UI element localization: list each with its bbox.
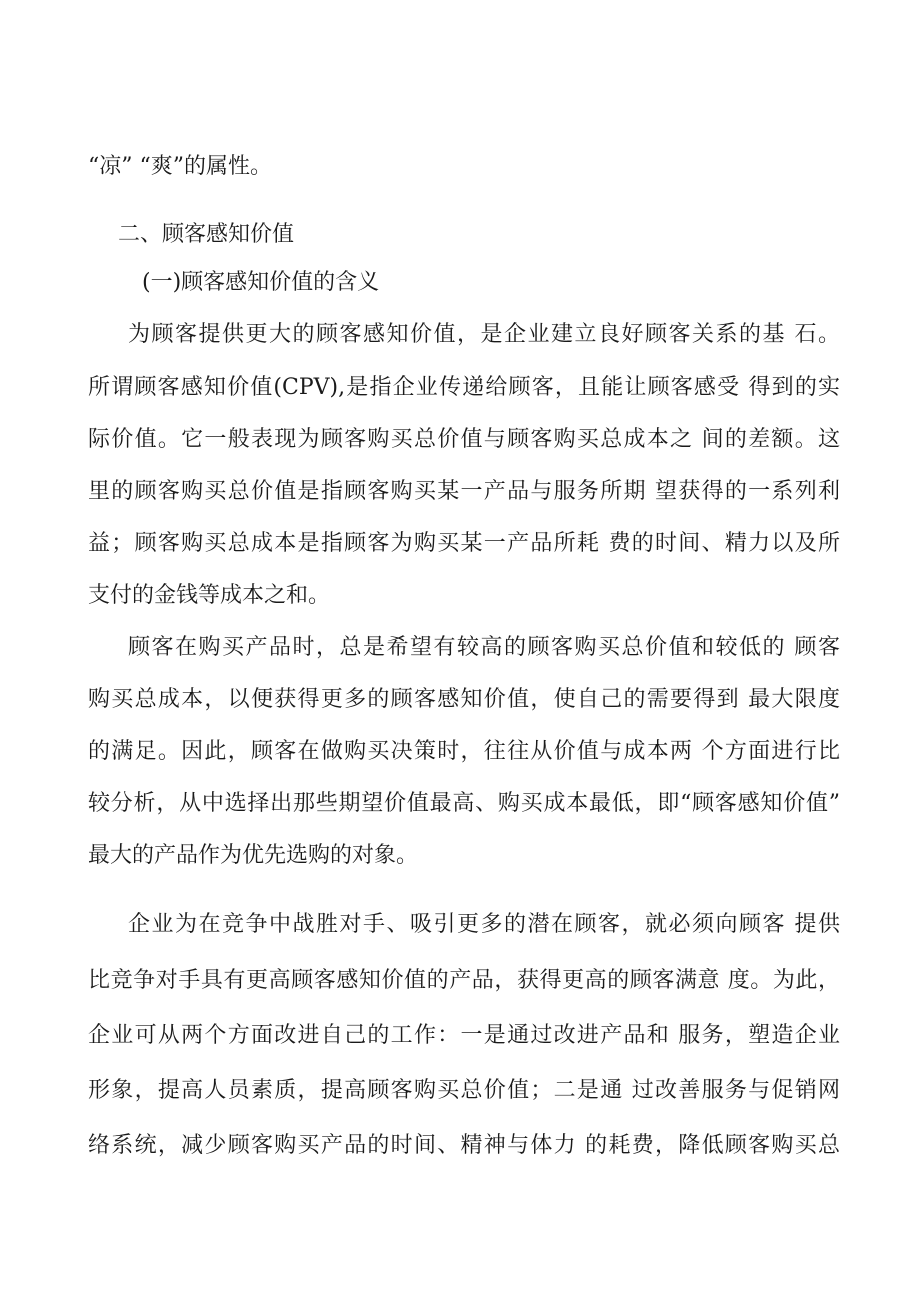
paragraph-2-line-4: 较分析，从中选择出那些期望价值最高、购买成本最低，即“顾客感知价值” xyxy=(88,791,840,816)
paragraph-1-line-1: 为顾客提供更大的顾客感知价值，是企业建立良好顾客关系的基 石。 xyxy=(128,322,840,347)
paragraph-3-line-4: 形象，提高人员素质，提高顾客购买总价值；二是通 过改善服务与促销网 xyxy=(88,1078,840,1103)
paragraph-1-line-5: 益；顾客购买总成本是指顾客为购买某一产品所耗 费的时间、精力以及所 xyxy=(88,531,840,556)
subsection-heading: (一)顾客感知价值的含义 xyxy=(142,270,380,295)
section-heading: 二、顾客感知价值 xyxy=(118,222,295,247)
paragraph-3-line-3: 企业可从两个方面改进自己的工作：一是通过改进产品和 服务，塑造企业 xyxy=(88,1023,840,1048)
paragraph-1-line-3: 际价值。它一般表现为顾客购买总价值与顾客购买总成本之 间的差额。这 xyxy=(88,427,840,452)
paragraph-1-line-2: 所谓顾客感知价值(CPV),是指企业传递给顾客，且能让顾客感受 得到的实 xyxy=(88,375,840,400)
paragraph-2-line-3: 的满足。因此，顾客在做购买决策时，往往从价值与成本两 个方面进行比 xyxy=(88,739,840,764)
paragraph-2-line-2: 购买总成本，以便获得更多的顾客感知价值，使自己的需要得到 最大限度 xyxy=(88,687,840,712)
paragraph-2-line-5: 最大的产品作为优先选购的对象。 xyxy=(88,843,419,868)
paragraph-2-line-1: 顾客在购买产品时，总是希望有较高的顾客购买总价值和较低的 顾客 xyxy=(128,635,840,660)
paragraph-1-line-6: 支付的金钱等成本之和。 xyxy=(88,583,331,608)
paragraph-3-line-1: 企业为在竞争中战胜对手、吸引更多的潜在顾客，就必须向顾客 提供 xyxy=(128,912,840,937)
paragraph-3-line-5: 络系统，减少顾客购买产品的时间、精神与体力 的耗费，降低顾客购买总 xyxy=(88,1133,840,1158)
paragraph-1-line-4: 里的顾客购买总价值是指顾客购买某一产品与服务所期 望获得的一系列利 xyxy=(88,479,840,504)
text-line-continuation: “凉” “爽”的属性。 xyxy=(88,154,272,179)
paragraph-3-line-2: 比竞争对手具有更高顾客感知价值的产品，获得更高的顾客满意 度。为此， xyxy=(88,968,840,993)
